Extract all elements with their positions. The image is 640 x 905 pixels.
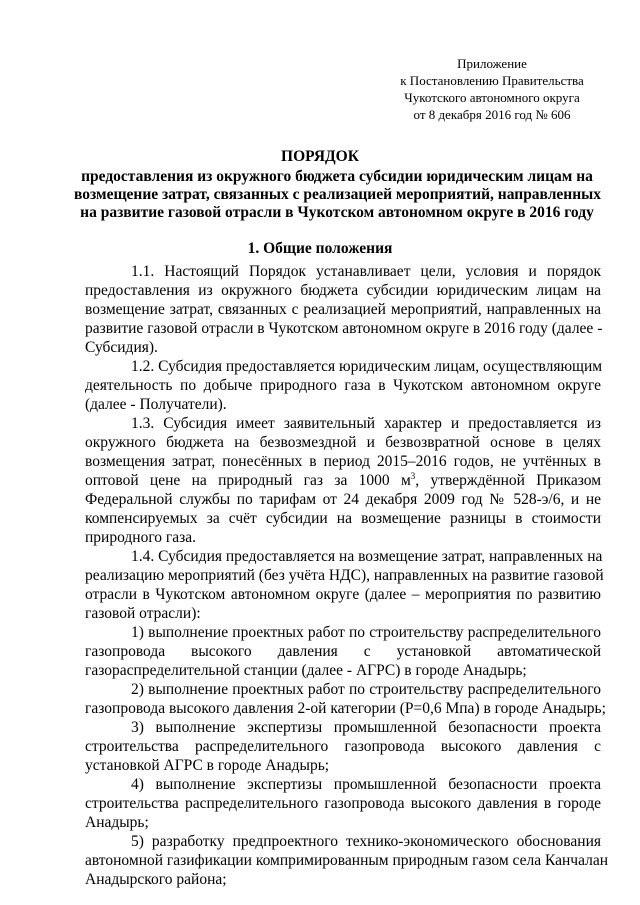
text-line: строительства распределительного газопровода высокого давления в городе: [85, 795, 601, 812]
list-item: [85, 623, 601, 680]
text-line: [85, 471, 601, 490]
appendix-line: Чукотского автономного округа: [404, 90, 580, 105]
text-line: окружного бюджета на безвозмездной и безвозвратной основе в целях: [85, 434, 601, 451]
text-line: газопровода высокого давления 2-ой категории (Р=0,6 Мпа) в городе Анадырь;: [85, 700, 606, 717]
subtitle-line: на развитие газовой отрасли в Чукотском автономном округе в 2016 году: [80, 204, 594, 221]
text-line: установкой АГРС в городе Анадырь;: [85, 757, 330, 774]
text-fragment: , утверждённой Приказом: [415, 472, 601, 489]
list-item: [85, 775, 601, 832]
text-line: отрасли в Чукотском автономном округе (далее – мероприятия по развитию: [85, 586, 601, 603]
paragraph-1-2: [85, 357, 601, 414]
text-line: Анадырского района;: [85, 871, 227, 888]
text-line: возмещения затрат, понесённых в период 2015–2016 годов, не учтённых в: [85, 453, 601, 470]
text-line: (далее - Получатели).: [85, 396, 227, 413]
subtitle-line: возмещение затрат, связанных с реализацией мероприятий, направленных: [74, 186, 602, 203]
superscript: 3: [410, 470, 416, 481]
text-line: 1) выполнение проектных работ по строительству распределительного: [131, 624, 601, 641]
text-line: Федеральной службы по тарифам от 24 декабря 2009 год № 528-э/6, и не: [85, 491, 601, 508]
paragraph-1-4: [85, 547, 604, 623]
text-line: газовой отрасли):: [85, 605, 201, 622]
text-line: 2) выполнение проектных работ по строительству распределительного: [131, 681, 601, 698]
text-line: реализацию мероприятий (без учёта НДС), направленных на развитие газовой: [85, 567, 604, 584]
text-line: 4) выполнение экспертизы промышленной безопасности проекта: [131, 776, 601, 793]
text-line: Анадырь;: [85, 814, 149, 831]
subtitle-line: предоставления из окружного бюджета субсидии юридическим лицам на: [81, 168, 593, 185]
text-line: возмещение затрат, связанных с реализацией мероприятий, направленных на: [85, 301, 601, 318]
appendix-line: Приложение: [457, 56, 527, 71]
section-heading: 1. Общие положения: [247, 240, 393, 257]
appendix-line: к Постановлению Правительства: [400, 73, 584, 88]
list-item: [85, 718, 601, 775]
text-line: 1.4. Субсидия предоставляется на возмещение затрат, направленных на: [131, 548, 603, 565]
appendix-header: [376, 55, 608, 123]
document-title: ПОРЯДОК: [281, 148, 359, 165]
text-line: строительства распределительного газопровода высокого давления с: [85, 738, 601, 755]
text-line: предоставления из окружного бюджета субсидии юридическим лицам на: [85, 282, 601, 299]
text-line: 3) выполнение экспертизы промышленной безопасности проекта: [131, 719, 601, 736]
list-item: [85, 680, 606, 718]
text-line: деятельность по добыче природного газа в Чукотском автономном округе: [85, 377, 601, 394]
paragraph-1-3: [85, 414, 601, 547]
text-line: 1.3. Субсидия имеет заявительный характер и предоставляется из: [131, 415, 601, 432]
appendix-line: от 8 декабря 2016 год № 606: [413, 107, 571, 122]
text-fragment: оптовой цене на природный газ за 1000 м: [85, 472, 411, 489]
text-line: природного газа.: [85, 529, 197, 546]
document-body: [85, 262, 609, 889]
text-line: 1.2. Субсидия предоставляется юридическим лицам, осуществляющим: [131, 358, 603, 375]
text-line: 5) разработку предпроектного технико-экономического обоснования: [131, 833, 601, 850]
paragraph-1-1: [85, 262, 601, 357]
text-line: компенсируемых за счёт субсидии на возмещение разницы в стоимости: [85, 510, 601, 527]
text-line: автономной газификации компримированным природным газом села Канчалан: [85, 852, 609, 869]
text-line: газораспределительной станции (далее - АГРС) в городе Анадырь;: [85, 662, 527, 679]
text-line: 1.1. Настоящий Порядок устанавливает цели, условия и порядок: [131, 263, 601, 280]
text-line: Субсидия).: [85, 339, 158, 356]
text-line: развитие газовой отрасли в Чукотском автономном округе в 2016 году (далее -: [85, 320, 603, 337]
text-line: газопровода высокого давления с установкой автоматической: [85, 643, 601, 660]
list-item: [85, 832, 609, 889]
document-subtitle: [74, 168, 600, 222]
